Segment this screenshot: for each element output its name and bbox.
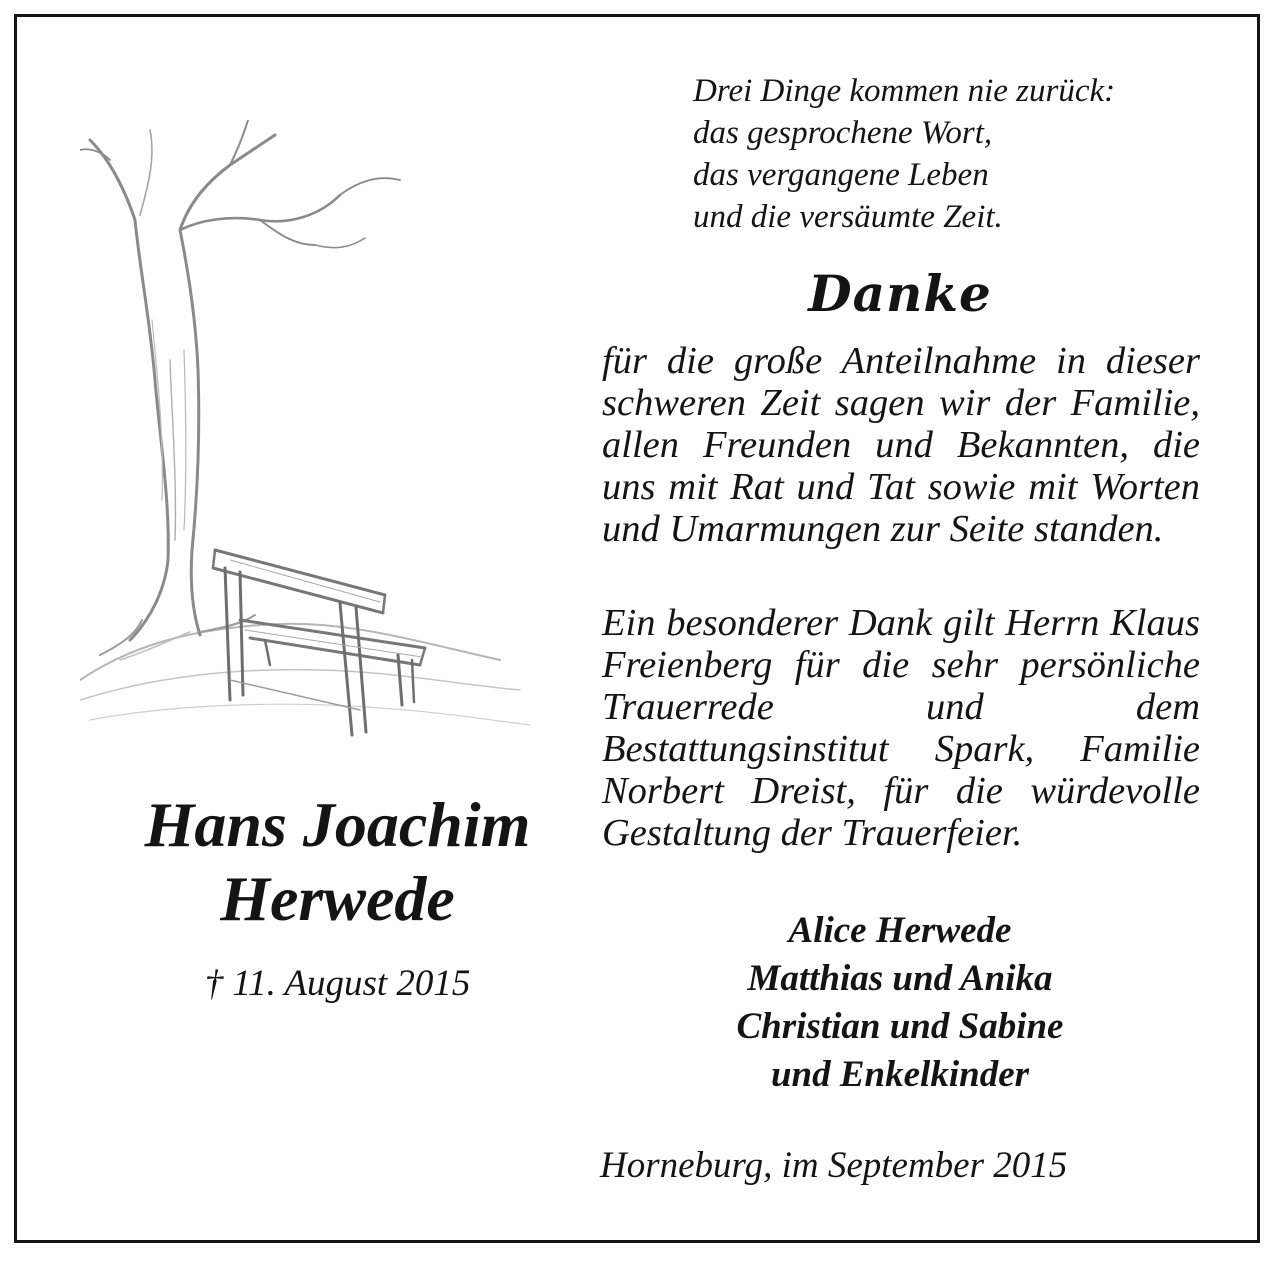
deceased-name-line-2: Herwede bbox=[220, 863, 455, 934]
signers bbox=[600, 907, 1200, 1099]
poem-line: und die versäumte Zeit. bbox=[693, 199, 1003, 235]
place-and-date: Horneburg, im September 2015 bbox=[600, 1145, 1068, 1186]
tree-and-bench-sketch-icon bbox=[80, 120, 550, 745]
poem-line: das vergangene Leben bbox=[693, 157, 989, 193]
thanks-paragraph-1: für die große Anteilnahme in dieser schweren Zeit sagen wir der Familie, allen Freunden und Bekannten, die uns mit Rat und Tat sowie mit Worten und Umarmungen zur Seite standen. bbox=[602, 340, 1200, 550]
deceased-name-line-1: Hans Joachim bbox=[144, 789, 531, 860]
deceased-name bbox=[60, 788, 615, 936]
thanks-paragraph-2: Ein besonderer Dank gilt Herrn Klaus Freienberg für die sehr persönliche Trauerrede und dem Bestattungsinstitut Spark, Familie Norbert Dreist, für die würdevolle Gestaltung der Trauerfeier. bbox=[602, 602, 1200, 854]
heading-danke: Danke bbox=[808, 264, 992, 323]
signer-line: Matthias und Anika bbox=[747, 958, 1053, 999]
poem-line: Drei Dinge kommen nie zurück: bbox=[693, 73, 1116, 109]
death-date: † 11. August 2015 bbox=[204, 963, 471, 1004]
poem-line: das gesprochene Wort, bbox=[693, 115, 993, 151]
signer-line: und Enkelkinder bbox=[770, 1054, 1030, 1095]
signer-line: Christian und Sabine bbox=[736, 1006, 1064, 1047]
signer-line: Alice Herwede bbox=[788, 910, 1012, 951]
poem bbox=[693, 70, 1233, 238]
